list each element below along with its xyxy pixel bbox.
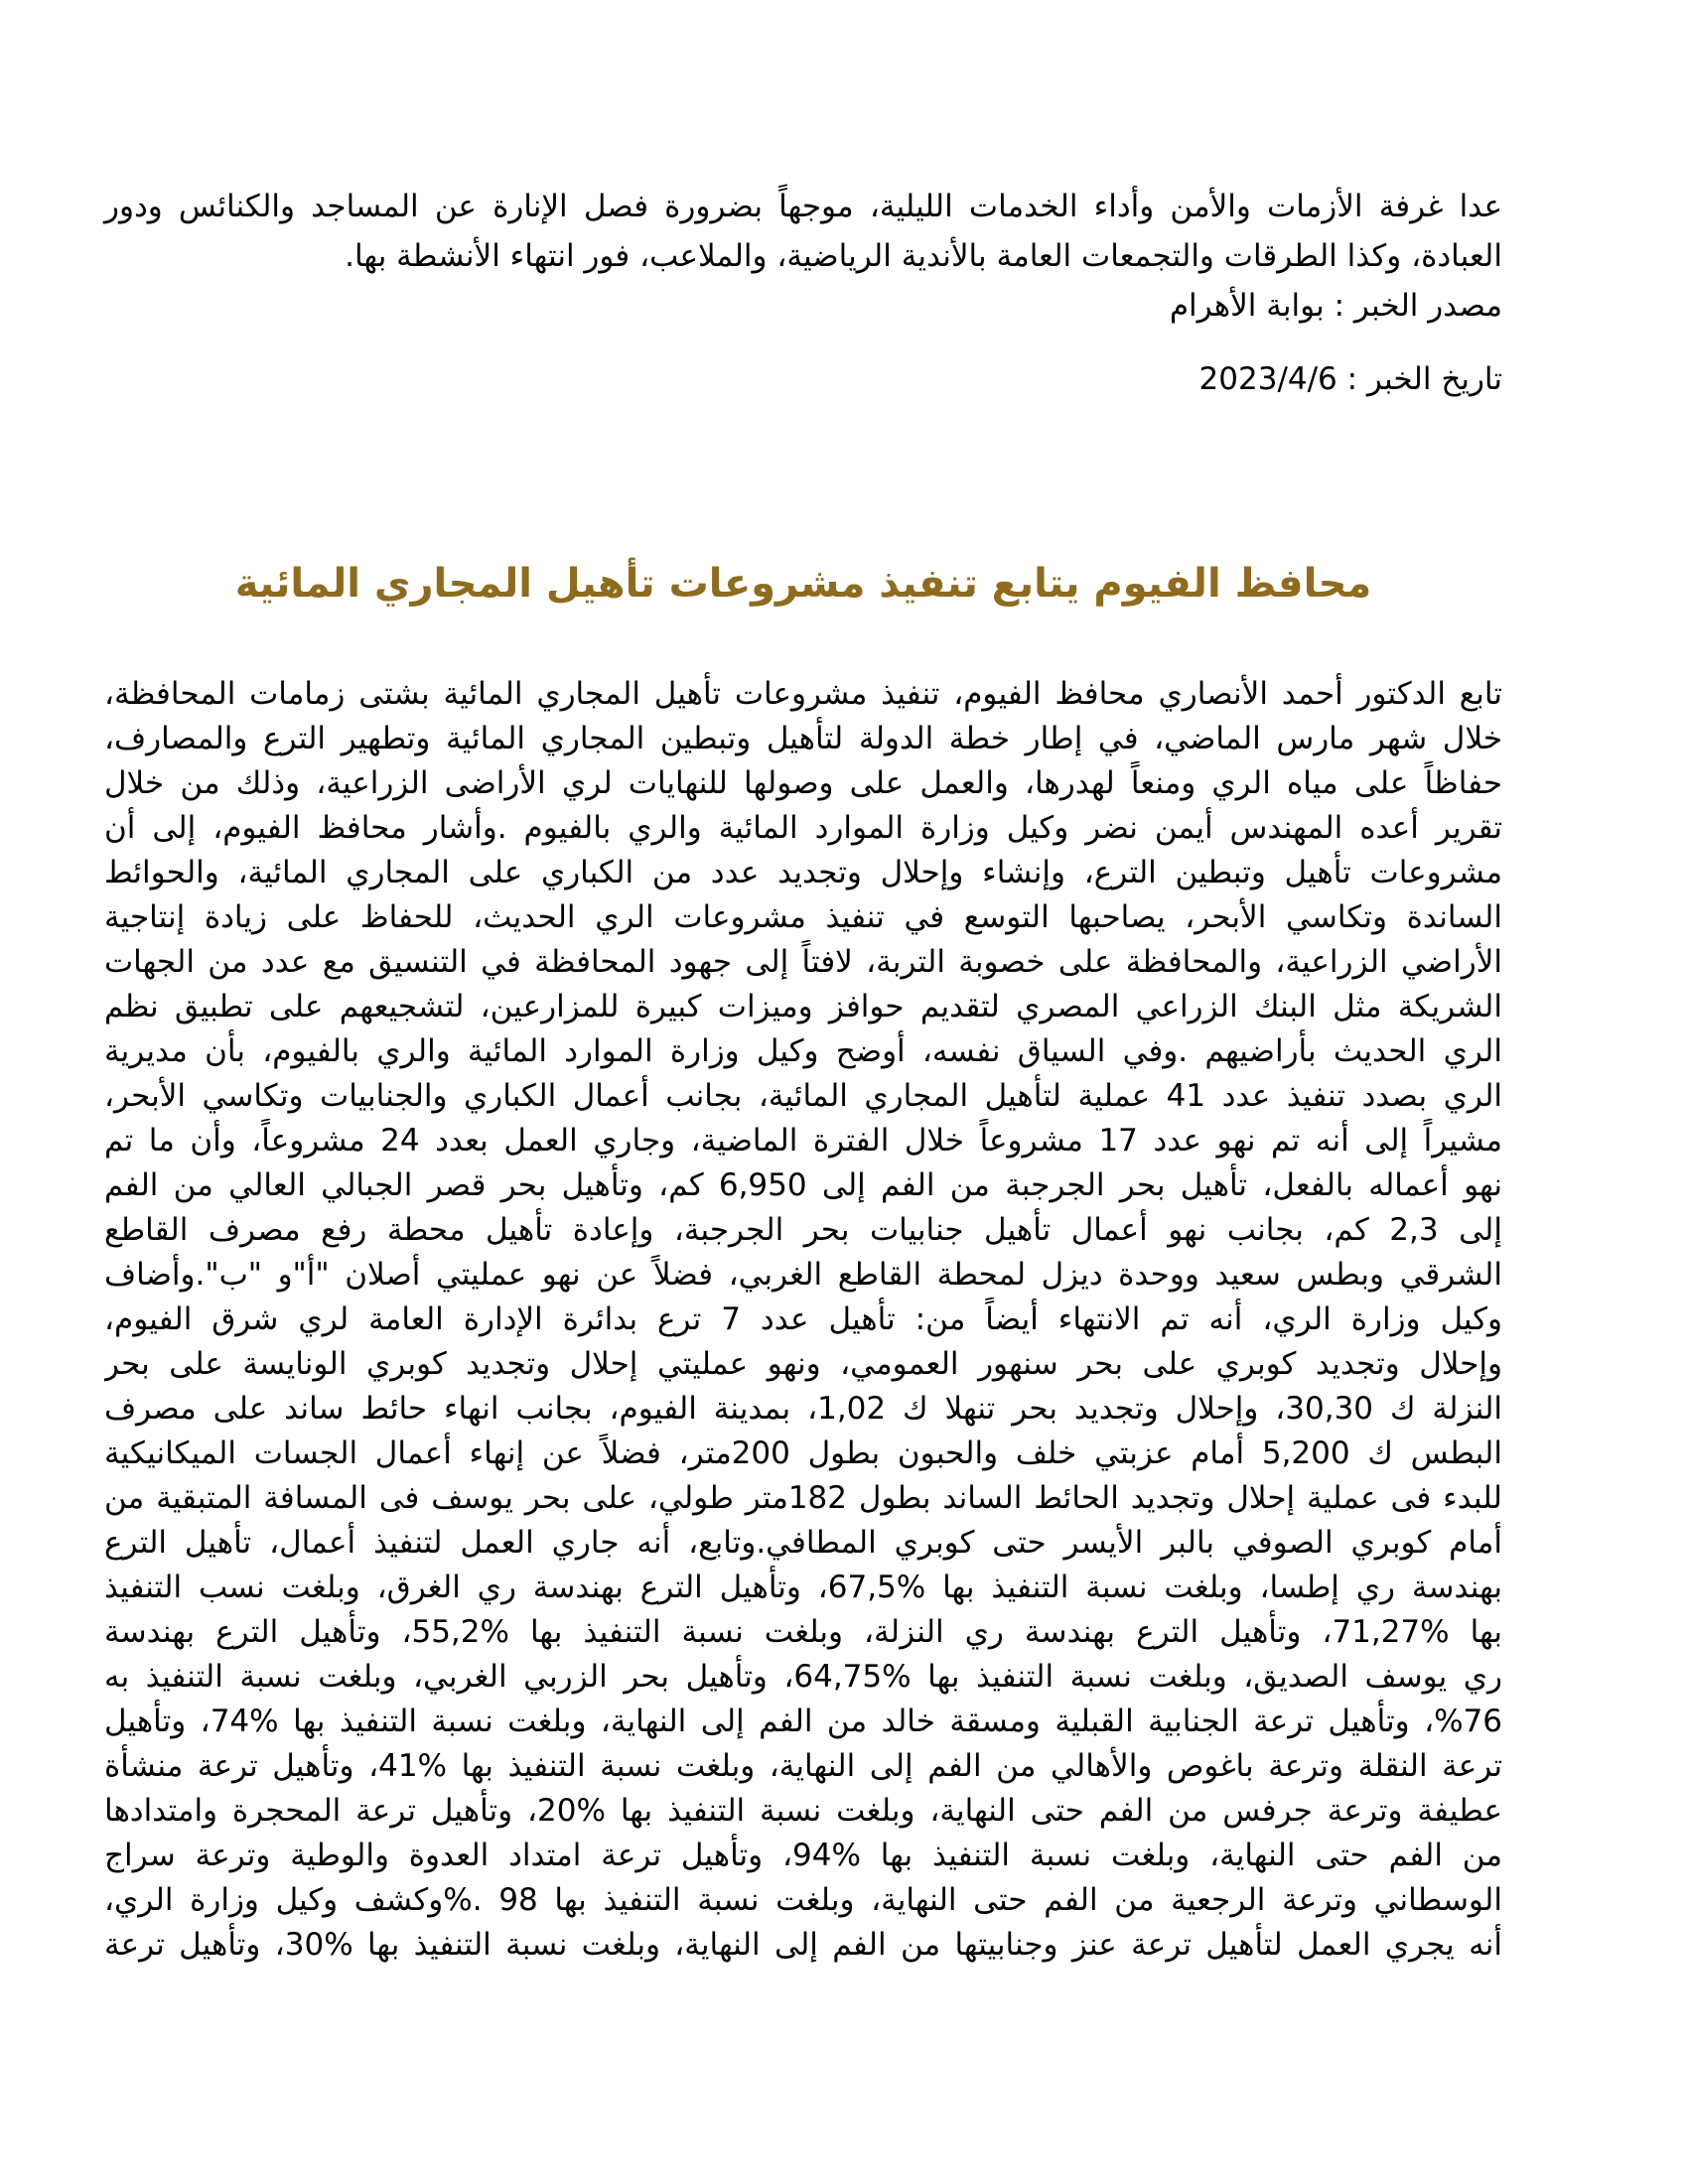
body-text-line: ري يوسف الصديق، وبلغت نسبة التنفيذ بها %64,75، وتأهيل بحر الزربي الغربي، وبلغت نسبة التنفيذ به xyxy=(104,1659,1502,1695)
body-text-line: خلال شهر مارس الماضي، في إطار خطة الدولة لتأهيل وتبطين المجاري المائية وتطهير الترع والمصارف، xyxy=(104,721,1502,756)
news-source-line: مصدر الخبر : بوابة الأهرام xyxy=(1169,288,1502,324)
body-text-line: تابع الدكتور أحمد الأنصاري محافظ الفيوم، تنفيذ مشروعات تأهيل المجاري المائية بشتى زمامات المحافظة، xyxy=(104,676,1502,712)
body-text-line: للبدء فى عملية إحلال وتجديد الحائط الساند بطول 182متر طولي، على بحر يوسف فى المسافة المتبقية من xyxy=(104,1480,1502,1516)
body-text-line: من الفم حتى النهاية، وبلغت نسبة التنفيذ بها %94، وتأهيل ترعة امتداد العدوة والوطية وترعة سراج xyxy=(104,1838,1502,1873)
body-text-line: مشيراً إلى أنه تم نهو عدد 17 مشروعاً خلال الفترة الماضية، وجاري العمل بعدد 24 مشروعاً، وأن ما تم xyxy=(104,1123,1502,1159)
summary-line: عدا غرفة الأزمات والأمن وأداء الخدمات الليلية، موجهاً بضرورة فصل الإنارة عن المساجد والكنائس ودور xyxy=(104,189,1502,224)
body-text-line: بها %71,27، وتأهيل الترع بهندسة ري النزلة، وبلغت نسبة التنفيذ بها %55,2، وتأهيل الترع بهندسة xyxy=(104,1614,1502,1650)
body-text-line: الوسطاني وترعة الرجعية من الفم حتى النهاية، وبلغت نسبة التنفيذ بها 98 .%وكشف وكيل وزارة الري، xyxy=(104,1882,1502,1918)
body-text-line: مشروعات تأهيل وتبطين الترع، وإنشاء وإحلال وتجديد عدد من الكباري على المجاري المائية، والحوائط xyxy=(104,855,1502,890)
body-text-line: وكيل وزارة الري، أنه تم الانتهاء أيضاً من: تأهيل عدد 7 ترع بدائرة الإدارة العامة لري شرق الفيوم، xyxy=(104,1301,1502,1337)
body-text-line: حفاظاً على مياه الري ومنعاً لهدرها، والعمل على وصولها للنهايات لري الأراضى الزراعية، وذلك من خلال xyxy=(104,765,1502,801)
body-text-line: أنه يجري العمل لتأهيل ترعة عنز وجنابيتها من الفم إلى النهاية، وبلغت نسبة التنفيذ بها %30، وتأهيل ترعة xyxy=(104,1927,1502,1963)
summary-line: العبادة، وكذا الطرقات والتجمعات العامة بالأندية الرياضية، والملاعب، فور انتهاء الأنشطة بها. xyxy=(345,238,1502,274)
body-text-line: النزلة ك 30,30، وإحلال وتجديد بحر تنهلا ك 1,02، بمدينة الفيوم، بجانب انهاء حائط ساند على مصرف xyxy=(104,1391,1502,1427)
article-title: محافظ الفيوم يتابع تنفيذ مشروعات تأهيل المجاري المائية xyxy=(234,561,1372,607)
news-summary-paragraph xyxy=(104,182,1502,331)
body-text-line: الساندة وتكاسي الأبحر، يصاحبها التوسع في تنفيذ مشروعات الري الحديث، للحفاظ على زيادة إنتاجية xyxy=(104,899,1502,935)
body-text-line: الشرقي وبطس سعيد ووحدة ديزل لمحطة القاطع الغربي، فضلاً عن نهو عمليتي أصلان "أ"و "ب".وأضاف xyxy=(104,1257,1502,1293)
body-text-line: تقرير أعده المهندس أيمن نضر وكيل وزارة الموارد المائية والري بالفيوم .وأشار محافظ الفيوم، إلى أن xyxy=(104,810,1502,846)
body-text-line: وإحلال وتجديد كوبري على بحر سنهور العمومي، ونهو عمليتي إحلال وتجديد كوبري الونايسة على بحر xyxy=(104,1346,1502,1382)
article-body xyxy=(104,672,1502,1968)
body-text-line: الري بصدد تنفيذ عدد 41 عملية لتأهيل المجاري المائية، بجانب أعمال الكباري والجنابيات وتكاسي الأبحر، xyxy=(104,1078,1502,1114)
body-text-line: أمام كوبري الصوفي بالبر الأيسر حتى كوبري المطافي.وتابع، أنه جاري العمل لتنفيذ أعمال، تأهيل الترع xyxy=(104,1525,1502,1561)
body-text-line: الأراضي الزراعية، والمحافظة على خصوبة التربة، لافتاً إلى جهود المحافظة في التنسيق مع عدد من الجهات xyxy=(104,944,1502,980)
body-text-line: الشريكة مثل البنك الزراعي المصري لتقديم حوافز وميزات كبيرة للمزارعين، لتشجيعهم على تطبيق نظم xyxy=(104,989,1502,1024)
body-text-line: بهندسة ري إطسا، وبلغت نسبة التنفيذ بها %67,5، وتأهيل الترع بهندسة ري الغرق، وبلغت نسب التنفيذ xyxy=(104,1570,1502,1605)
body-text-line: نهو أعماله بالفعل، تأهيل بحر الجرجبة من الفم إلى 6,950 كم، وتأهيل بحر قصر الجبالي العالي من الفم xyxy=(104,1167,1502,1203)
body-text-line: ترعة النقلة وترعة باغوص والأهالي من الفم إلى النهاية، وبلغت نسبة التنفيذ بها %41، وتأهيل ترعة منشأة xyxy=(104,1748,1502,1784)
body-text-line: عطيفة وترعة جرفس من الفم حتى النهاية، وبلغت نسبة التنفيذ بها %20، وتأهيل ترعة المحجرة وامتدادها xyxy=(104,1793,1502,1829)
body-text-line: البطس ك 5,200 أمام عزبتي خلف والحبون بطول 200متر، فضلاً عن إنهاء أعمال الجسات الميكانيكية xyxy=(104,1435,1502,1471)
body-text-line: الري الحديث بأراضيهم .وفي السياق نفسه، أوضح وكيل وزارة الموارد المائية والري بالفيوم، بأن مديرية xyxy=(104,1033,1502,1069)
news-date-line: تاريخ الخبر : 2023/4/6 xyxy=(1198,361,1502,397)
body-text-line: %76، وتأهيل ترعة الجنابية القبلية ومسقة خالد من الفم إلى النهاية، وبلغت نسبة التنفيذ بها %74، وتأهيل xyxy=(104,1704,1502,1739)
body-text-line: إلى 2,3 كم، بجانب نهو أعمال تأهيل جنابيات بحر الجرجبة، وإعادة تأهيل محطة رفع مصرف القاطع xyxy=(104,1212,1502,1248)
